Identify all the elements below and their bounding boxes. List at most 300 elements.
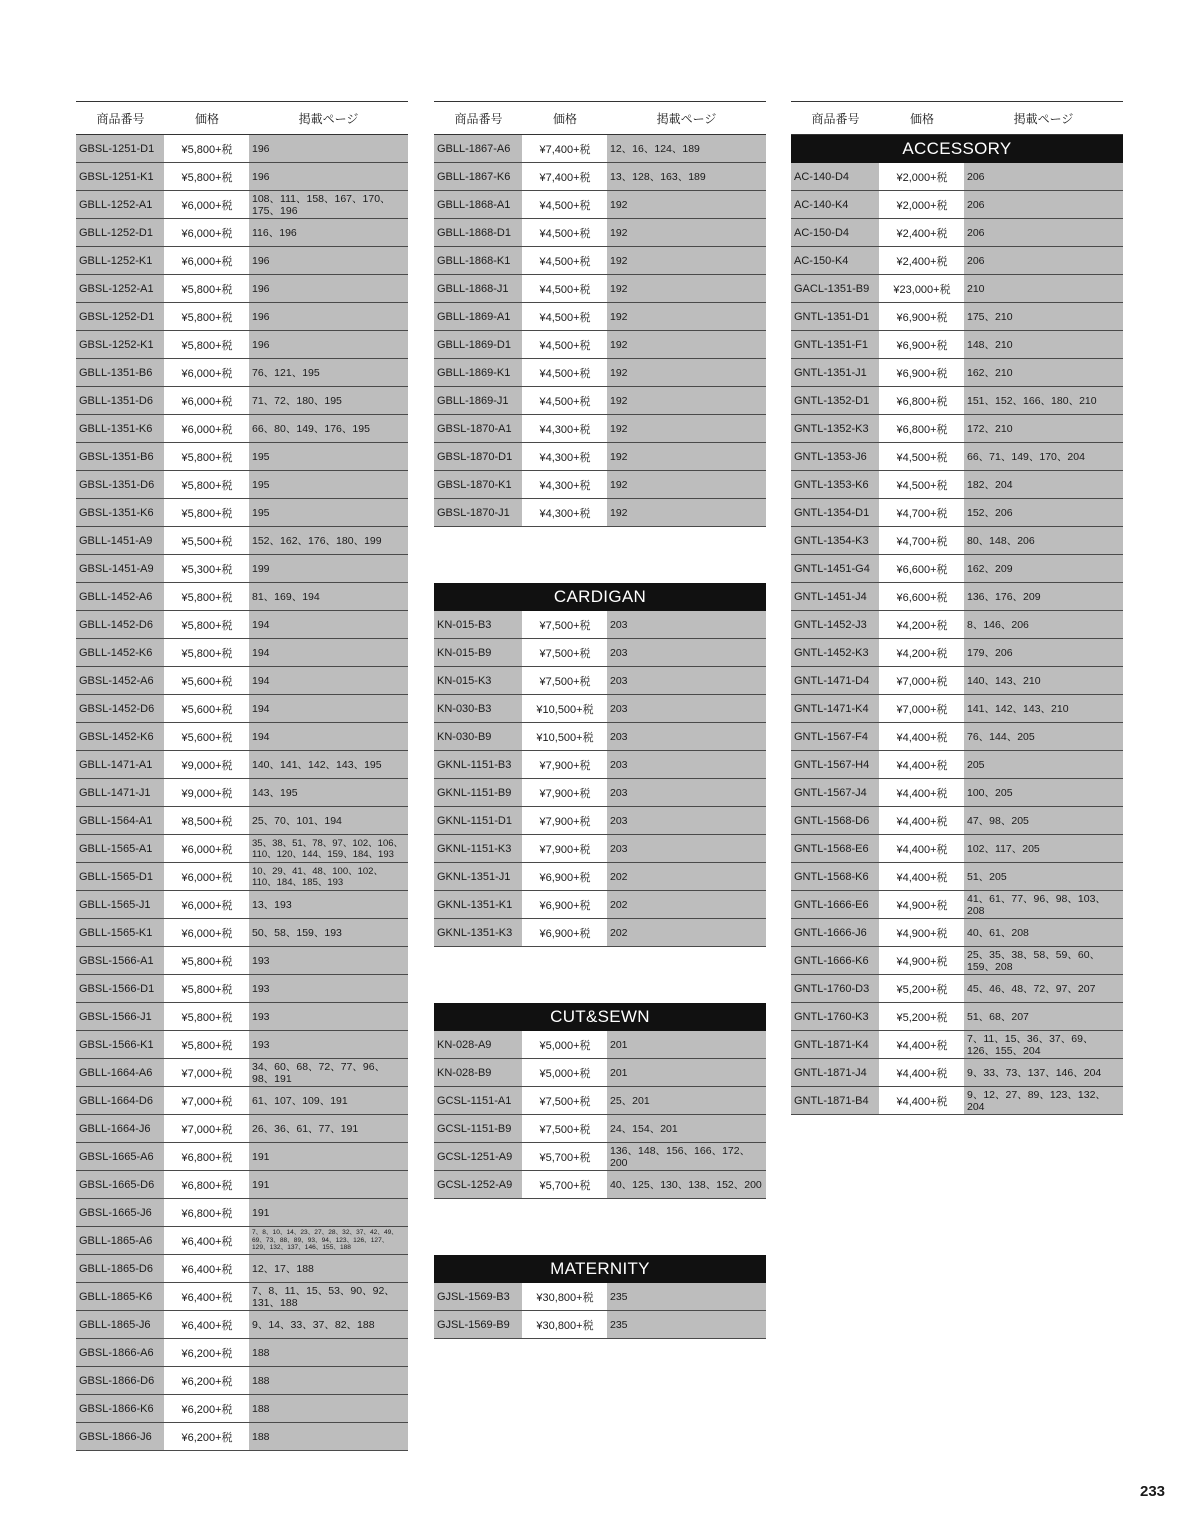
product-code: GNTL-1568-K6 — [791, 863, 880, 890]
product-code: GBLL-1664-J6 — [76, 1115, 165, 1142]
table-row — [791, 443, 1123, 471]
price-table-column-1 — [76, 101, 408, 1451]
table-row — [791, 863, 1123, 891]
price: ¥4,300+税 — [523, 471, 607, 498]
page-references: 102、117、205 — [964, 835, 1123, 862]
page-references: 194 — [249, 639, 408, 666]
price: ¥6,800+税 — [165, 1143, 249, 1170]
product-code: GBLL-1664-D6 — [76, 1087, 165, 1114]
price: ¥2,400+税 — [880, 219, 964, 246]
price: ¥4,400+税 — [880, 1031, 964, 1058]
table-row — [434, 667, 766, 695]
table-row — [76, 1059, 408, 1087]
product-code: GNTL-1452-K3 — [791, 639, 880, 666]
product-code: GBLL-1869-A1 — [434, 303, 523, 330]
page-references: 61、107、109、191 — [249, 1087, 408, 1114]
page-references: 9、14、33、37、82、188 — [249, 1311, 408, 1338]
table-row — [434, 387, 766, 415]
page-references: 13、128、163、189 — [607, 163, 766, 190]
table-row — [791, 807, 1123, 835]
table-row — [791, 723, 1123, 751]
price: ¥4,400+税 — [880, 863, 964, 890]
table-row — [434, 639, 766, 667]
product-code: GBSL-1452-A6 — [76, 667, 165, 694]
price: ¥5,800+税 — [165, 331, 249, 358]
product-code: GNTL-1666-E6 — [791, 891, 880, 918]
table-row — [791, 611, 1123, 639]
table-row — [76, 667, 408, 695]
product-code: GBSL-1866-A6 — [76, 1339, 165, 1366]
product-code: AC-150-D4 — [791, 219, 880, 246]
table-row — [76, 1143, 408, 1171]
page-references: 9、33、73、137、146、204 — [964, 1059, 1123, 1086]
table-row — [76, 583, 408, 611]
price: ¥6,800+税 — [880, 415, 964, 442]
page-references: 192 — [607, 415, 766, 442]
page-references: 203 — [607, 611, 766, 638]
page-references: 136、148、156、166、172、200 — [607, 1143, 766, 1170]
page-references: 141、142、143、210 — [964, 695, 1123, 722]
page-references: 194 — [249, 723, 408, 750]
table-row — [434, 471, 766, 499]
product-code: GBLL-1351-B6 — [76, 359, 165, 386]
page-references: 192 — [607, 303, 766, 330]
product-code: GBSL-1351-D6 — [76, 471, 165, 498]
page-references: 206 — [964, 219, 1123, 246]
price: ¥10,500+税 — [523, 723, 607, 750]
page-references: 192 — [607, 387, 766, 414]
product-code: GNTL-1352-D1 — [791, 387, 880, 414]
price: ¥7,000+税 — [165, 1087, 249, 1114]
table-row — [434, 1171, 766, 1199]
price: ¥4,300+税 — [523, 443, 607, 470]
product-code: GBLL-1865-J6 — [76, 1311, 165, 1338]
table-row — [76, 919, 408, 947]
table-row — [434, 611, 766, 639]
page-references: 203 — [607, 835, 766, 862]
header-pages: 掲載ページ — [298, 111, 359, 126]
page-references: 47、98、205 — [964, 807, 1123, 834]
product-code: GBSL-1251-K1 — [76, 163, 165, 190]
page-references: 196 — [249, 331, 408, 358]
price: ¥5,300+税 — [165, 555, 249, 582]
price: ¥2,000+税 — [880, 163, 964, 190]
price: ¥5,500+税 — [165, 527, 249, 554]
product-code: KN-015-K3 — [434, 667, 523, 694]
page-references: 24、154、201 — [607, 1115, 766, 1142]
page-references: 179、206 — [964, 639, 1123, 666]
product-code: GBLL-1865-A6 — [76, 1227, 165, 1254]
page-references: 196 — [249, 275, 408, 302]
product-code: GBLL-1868-A1 — [434, 191, 523, 218]
table-row — [76, 415, 408, 443]
table-row — [434, 163, 766, 191]
page-references: 193 — [249, 1031, 408, 1058]
page-references: 235 — [607, 1311, 766, 1338]
price: ¥23,000+税 — [880, 275, 964, 302]
page-references: 188 — [249, 1395, 408, 1422]
section-title: ACCESSORY — [791, 135, 1123, 163]
table-row — [791, 555, 1123, 583]
table-row — [76, 807, 408, 835]
product-code: GBLL-1452-D6 — [76, 611, 165, 638]
page-references: 203 — [607, 667, 766, 694]
page-references: 9、12、27、89、123、132、204 — [964, 1087, 1123, 1114]
price: ¥6,800+税 — [165, 1199, 249, 1226]
price: ¥4,500+税 — [523, 387, 607, 414]
page-references: 203 — [607, 779, 766, 806]
table-row — [76, 1423, 408, 1451]
page-references: 192 — [607, 191, 766, 218]
product-code: GBSL-1452-K6 — [76, 723, 165, 750]
product-code: GBSL-1866-K6 — [76, 1395, 165, 1422]
product-code: GBSL-1566-A1 — [76, 947, 165, 974]
product-code: GNTL-1568-D6 — [791, 807, 880, 834]
table-row — [76, 1227, 408, 1255]
price: ¥6,600+税 — [880, 555, 964, 582]
product-code: GNTL-1567-F4 — [791, 723, 880, 750]
price: ¥4,500+税 — [523, 275, 607, 302]
page-references: 203 — [607, 695, 766, 722]
price: ¥7,400+税 — [523, 135, 607, 162]
product-code: GBSL-1866-D6 — [76, 1367, 165, 1394]
product-code: GNTL-1451-J4 — [791, 583, 880, 610]
page-references: 192 — [607, 219, 766, 246]
price: ¥5,600+税 — [165, 667, 249, 694]
product-code: GKNL-1151-B9 — [434, 779, 523, 806]
table-row — [76, 303, 408, 331]
price: ¥5,700+税 — [523, 1143, 607, 1170]
table-row — [76, 191, 408, 219]
price: ¥5,700+税 — [523, 1171, 607, 1198]
page-references: 151、152、166、180、210 — [964, 387, 1123, 414]
table-row — [791, 835, 1123, 863]
table-row — [76, 1311, 408, 1339]
price: ¥5,000+税 — [523, 1031, 607, 1058]
page-references: 25、35、38、58、59、60、159、208 — [964, 947, 1123, 974]
product-code: GBSL-1665-J6 — [76, 1199, 165, 1226]
price: ¥6,600+税 — [880, 583, 964, 610]
price: ¥6,000+税 — [165, 891, 249, 918]
price: ¥6,000+税 — [165, 863, 249, 890]
product-code: GJSL-1569-B9 — [434, 1311, 523, 1338]
price: ¥7,900+税 — [523, 835, 607, 862]
page-references: 191 — [249, 1171, 408, 1198]
table-row — [76, 1115, 408, 1143]
product-code: GBLL-1471-J1 — [76, 779, 165, 806]
page-references: 195 — [249, 443, 408, 470]
page-references: 196 — [249, 303, 408, 330]
page-references: 80、148、206 — [964, 527, 1123, 554]
product-code: GNTL-1351-D1 — [791, 303, 880, 330]
price: ¥4,500+税 — [880, 443, 964, 470]
table-row — [76, 275, 408, 303]
page-references: 193 — [249, 947, 408, 974]
page-references: 81、169、194 — [249, 583, 408, 610]
table-row — [76, 751, 408, 779]
price: ¥6,000+税 — [165, 219, 249, 246]
table-row — [791, 891, 1123, 919]
price: ¥6,200+税 — [165, 1339, 249, 1366]
product-code: GNTL-1871-K4 — [791, 1031, 880, 1058]
price: ¥6,900+税 — [523, 863, 607, 890]
price: ¥30,800+税 — [523, 1283, 607, 1310]
header-price: 価格 — [909, 111, 934, 126]
price: ¥9,000+税 — [165, 751, 249, 778]
table-row — [434, 331, 766, 359]
price: ¥6,000+税 — [165, 415, 249, 442]
product-code: GBLL-1869-K1 — [434, 359, 523, 386]
page-references: 188 — [249, 1423, 408, 1450]
table-row — [76, 499, 408, 527]
page-references: 201 — [607, 1031, 766, 1058]
table-row — [76, 695, 408, 723]
price: ¥5,200+税 — [880, 1003, 964, 1030]
page-references: 206 — [964, 163, 1123, 190]
product-code: KN-030-B9 — [434, 723, 523, 750]
page-references: 108、111、158、167、170、175、196 — [249, 191, 408, 218]
table-row — [791, 499, 1123, 527]
page-references: 116、196 — [249, 219, 408, 246]
table-row — [76, 555, 408, 583]
product-code: GKNL-1151-B3 — [434, 751, 523, 778]
product-code: GNTL-1353-J6 — [791, 443, 880, 470]
section-spacer — [434, 527, 766, 583]
price: ¥6,400+税 — [165, 1255, 249, 1282]
price: ¥4,400+税 — [880, 1087, 964, 1114]
page-references: 7、11、15、36、37、69、126、155、204 — [964, 1031, 1123, 1058]
table-row — [76, 387, 408, 415]
table-row — [434, 1087, 766, 1115]
product-code: GKNL-1351-K3 — [434, 919, 523, 946]
product-code: GCSL-1252-A9 — [434, 1171, 523, 1198]
price: ¥5,800+税 — [165, 471, 249, 498]
product-code: KN-015-B9 — [434, 639, 523, 666]
price: ¥5,800+税 — [165, 443, 249, 470]
table-row — [434, 863, 766, 891]
price: ¥5,800+税 — [165, 611, 249, 638]
page-references: 76、144、205 — [964, 723, 1123, 750]
page-references: 193 — [249, 1003, 408, 1030]
product-code: GCSL-1151-B9 — [434, 1115, 523, 1142]
price: ¥7,900+税 — [523, 779, 607, 806]
price: ¥30,800+税 — [523, 1311, 607, 1338]
page-references: 34、60、68、72、77、96、98、191 — [249, 1059, 408, 1086]
page-references: 10、29、41、48、100、102、110、184、185、193 — [249, 863, 408, 890]
table-row — [76, 835, 408, 863]
product-code: GBSL-1252-A1 — [76, 275, 165, 302]
table-header-row — [434, 101, 766, 135]
price: ¥10,500+税 — [523, 695, 607, 722]
page-references: 25、70、101、194 — [249, 807, 408, 834]
product-code: GBLL-1868-J1 — [434, 275, 523, 302]
product-code: GNTL-1353-K6 — [791, 471, 880, 498]
page-references: 210 — [964, 275, 1123, 302]
price: ¥4,500+税 — [523, 219, 607, 246]
price: ¥5,800+税 — [165, 1003, 249, 1030]
product-code: GNTL-1666-J6 — [791, 919, 880, 946]
table-row — [791, 639, 1123, 667]
price: ¥7,400+税 — [523, 163, 607, 190]
page-references: 194 — [249, 611, 408, 638]
price: ¥4,900+税 — [880, 947, 964, 974]
price: ¥7,000+税 — [880, 667, 964, 694]
product-code: GNTL-1451-G4 — [791, 555, 880, 582]
table-row — [76, 1003, 408, 1031]
product-code: GBSL-1452-D6 — [76, 695, 165, 722]
price: ¥6,200+税 — [165, 1423, 249, 1450]
product-code: GACL-1351-B9 — [791, 275, 880, 302]
table-row — [434, 275, 766, 303]
price: ¥5,800+税 — [165, 639, 249, 666]
page-references: 202 — [607, 891, 766, 918]
price: ¥4,500+税 — [523, 191, 607, 218]
table-row — [76, 163, 408, 191]
table-row — [76, 1283, 408, 1311]
table-row — [434, 219, 766, 247]
product-code: GBSL-1351-K6 — [76, 499, 165, 526]
page-references: 162、209 — [964, 555, 1123, 582]
product-code: GNTL-1354-K3 — [791, 527, 880, 554]
table-header-row — [76, 101, 408, 135]
product-code: GBSL-1566-D1 — [76, 975, 165, 1002]
page-references: 175、210 — [964, 303, 1123, 330]
product-code: GNTL-1568-E6 — [791, 835, 880, 862]
page-references: 203 — [607, 639, 766, 666]
price: ¥6,000+税 — [165, 359, 249, 386]
product-code: GBSL-1351-B6 — [76, 443, 165, 470]
table-row — [76, 1367, 408, 1395]
product-code: GBLL-1865-D6 — [76, 1255, 165, 1282]
price: ¥5,800+税 — [165, 163, 249, 190]
header-pages: 掲載ページ — [1013, 111, 1074, 126]
page-references: 50、58、159、193 — [249, 919, 408, 946]
page-references: 199 — [249, 555, 408, 582]
product-code: GBSL-1252-D1 — [76, 303, 165, 330]
product-code: GNTL-1871-B4 — [791, 1087, 880, 1114]
page-references: 192 — [607, 359, 766, 386]
product-code: GBLL-1867-K6 — [434, 163, 523, 190]
product-code: GBSL-1566-K1 — [76, 1031, 165, 1058]
page-references: 13、193 — [249, 891, 408, 918]
table-row — [791, 1087, 1123, 1115]
price: ¥4,300+税 — [523, 499, 607, 526]
price: ¥6,900+税 — [880, 359, 964, 386]
table-row — [434, 779, 766, 807]
page-references: 192 — [607, 331, 766, 358]
price: ¥6,000+税 — [165, 191, 249, 218]
table-row — [434, 723, 766, 751]
section-title: MATERNITY — [434, 1255, 766, 1283]
product-code: GNTL-1666-K6 — [791, 947, 880, 974]
product-code: GBLL-1664-A6 — [76, 1059, 165, 1086]
price: ¥4,400+税 — [880, 807, 964, 834]
page-references: 7、8、10、14、23、27、28、32、37、42、49、69、73、88、89、93、94、123、126、127、129、132、137、146、155、188 — [249, 1227, 408, 1254]
page-references: 12、17、188 — [249, 1255, 408, 1282]
section-spacer — [434, 1199, 766, 1255]
page-references: 35、38、51、78、97、102、106、110、120、144、159、184、193 — [249, 835, 408, 862]
page-references: 12、16、124、189 — [607, 135, 766, 162]
table-row — [434, 359, 766, 387]
page-references: 196 — [249, 135, 408, 162]
product-code: GKNL-1151-D1 — [434, 807, 523, 834]
product-code: GBLL-1565-D1 — [76, 863, 165, 890]
table-row — [76, 135, 408, 163]
table-row — [791, 275, 1123, 303]
price: ¥4,700+税 — [880, 499, 964, 526]
product-code: KN-028-B9 — [434, 1059, 523, 1086]
product-code: GNTL-1871-J4 — [791, 1059, 880, 1086]
product-code: GBLL-1869-J1 — [434, 387, 523, 414]
page-references: 182、204 — [964, 471, 1123, 498]
page-references: 51、68、207 — [964, 1003, 1123, 1030]
page-references: 193 — [249, 975, 408, 1002]
table-row — [791, 471, 1123, 499]
price: ¥6,000+税 — [165, 919, 249, 946]
page-references: 202 — [607, 919, 766, 946]
table-row — [434, 1059, 766, 1087]
product-code: GBLL-1252-K1 — [76, 247, 165, 274]
price: ¥7,500+税 — [523, 1115, 607, 1142]
page-references: 196 — [249, 247, 408, 274]
page-references: 203 — [607, 751, 766, 778]
product-code: GKNL-1351-J1 — [434, 863, 523, 890]
price: ¥4,500+税 — [523, 247, 607, 274]
price: ¥4,500+税 — [523, 331, 607, 358]
table-row — [434, 1031, 766, 1059]
product-code: GBSL-1566-J1 — [76, 1003, 165, 1030]
table-row — [791, 667, 1123, 695]
product-code: GBLL-1351-K6 — [76, 415, 165, 442]
product-code: AC-140-K4 — [791, 191, 880, 218]
product-code: GBLL-1252-D1 — [76, 219, 165, 246]
page-references: 100、205 — [964, 779, 1123, 806]
page-references: 140、143、210 — [964, 667, 1123, 694]
price: ¥4,300+税 — [523, 415, 607, 442]
page-references: 191 — [249, 1143, 408, 1170]
table-row — [791, 1059, 1123, 1087]
table-row — [791, 947, 1123, 975]
table-row — [791, 583, 1123, 611]
page-references: 71、72、180、195 — [249, 387, 408, 414]
product-code: GBLL-1565-K1 — [76, 919, 165, 946]
table-row — [791, 247, 1123, 275]
price: ¥7,500+税 — [523, 611, 607, 638]
page-references: 140、141、142、143、195 — [249, 751, 408, 778]
page-references: 143、195 — [249, 779, 408, 806]
price: ¥4,400+税 — [880, 1059, 964, 1086]
price: ¥4,500+税 — [523, 303, 607, 330]
page-references: 194 — [249, 695, 408, 722]
product-code: GBSL-1251-D1 — [76, 135, 165, 162]
table-row — [791, 415, 1123, 443]
table-row — [434, 891, 766, 919]
page-references: 45、46、48、72、97、207 — [964, 975, 1123, 1002]
table-row — [76, 471, 408, 499]
table-row — [76, 891, 408, 919]
price: ¥5,600+税 — [165, 695, 249, 722]
table-row — [76, 1255, 408, 1283]
price: ¥6,900+税 — [880, 331, 964, 358]
page-references: 188 — [249, 1339, 408, 1366]
product-code: GNTL-1471-D4 — [791, 667, 880, 694]
price: ¥5,800+税 — [165, 583, 249, 610]
price: ¥5,600+税 — [165, 723, 249, 750]
product-code: KN-030-B3 — [434, 695, 523, 722]
product-code: GBLL-1351-D6 — [76, 387, 165, 414]
table-row — [434, 1143, 766, 1171]
page-references: 192 — [607, 443, 766, 470]
